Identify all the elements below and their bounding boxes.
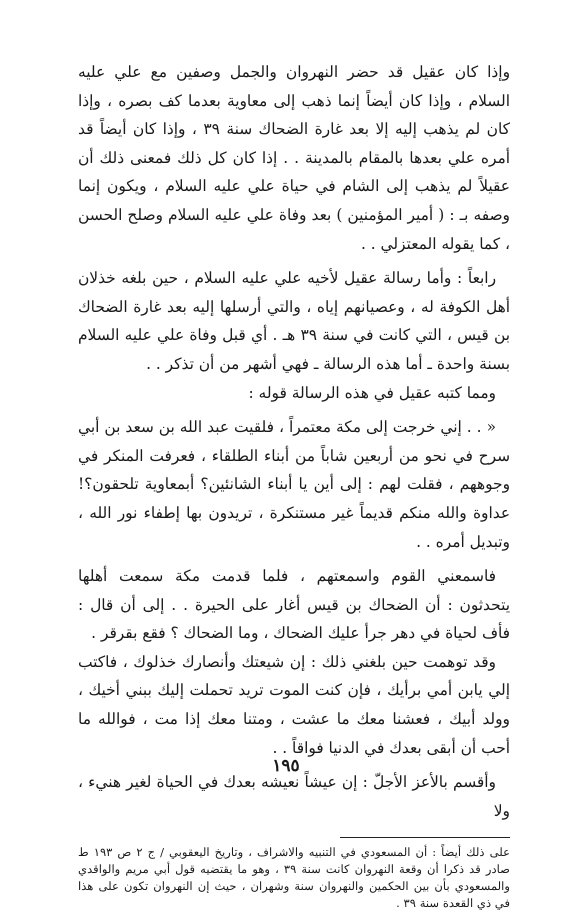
page-content xyxy=(78,58,510,924)
page-number: ١٩٥ xyxy=(272,756,300,776)
quoted-letter-paragraph-1: « . . إني خرجت إلى مكة معتمراً ، فلقيت عبد الله بن سعد بن أبي سرح في نحو من أربعين شاباً من أبناء الطلقاء ، فعرفت المنكر في وجوههم ، فقلت لهم : إلى أين يا أبناء الشانئين؟ أبمعاوية تلحقون؟! عداوة والله منكم قديماً غير مستنكرة ، تريدون بها إطفاء نور الله ، وتبديل أمره . . xyxy=(78,418,510,551)
quoted-letter-paragraph-3: وقد توهمت حين بلغني ذلك : إن شيعتك وأنصارك خذلوك ، فاكتب إلي يابن أمي برأيك ، فإن كنت الموت تريد تحملت إليك ببني أخيك ، وولد أبيك ، فعشنا معك ما عشت ، ومتنا معك إذا مت ، فوالله ما أحب أن أبقى بعدك في الدنيا فواقاً . . xyxy=(78,652,510,757)
body-paragraph-3: ومما كتبه عقيل في هذه الرسالة قوله : xyxy=(248,383,496,402)
footnote-divider xyxy=(340,837,510,838)
body-paragraph-1: وإذا كان عقيل قد حضر النهروان والجمل وصفين مع علي عليه السلام ، وإذا كان أيضاً إنما ذهب إلى معاوية بعدما كف بصره ، وإذا كان لم يذهب إليه إلا بعد غارة الضحاك سنة ٣٩ ، وإذا كان أيضاً قد أمره علي بعدها بالمقام بالمدينة . . إذا كان كل ذلك فمعنى ذلك أن عقيلاً لم يذهب إلى الشام في حياة علي عليه السلام ، ويكون إنما وصفه بـ : ( أمير المؤمنين ) بعد وفاة علي عليه السلام وصلح الحسن ، كما يقوله المعتزلي . . xyxy=(78,63,510,253)
footnote-text: على ذلك أيضاً : أن المسعودي في التنبيه والاشراف ، وتاريخ اليعقوبي / ج ٢ ص ١٩٣ ط صادر قد ذكرا أن وقعة النهروان كانت سنة ٣٩ ، وهو ما يقتضيه قول أبي مريم والواقدي والمسعودي بأن بين الحكمين والنهروان سنة وشهران ، حيث إن النهروان تكون على هذا في ذي القعدة سنة ٣٩ . xyxy=(78,845,510,911)
quoted-letter-paragraph-4: وأقسم بالأعز الأجلّ : إن عيشاً نعيشه بعدك في الحياة لغير هنيء ، ولا xyxy=(78,773,510,820)
quoted-letter-paragraph-2: فاسمعني القوم واسمعتهم ، فلما قدمت مكة سمعت أهلها يتحدثون : أن الضحاك بن قيس أغار على الحيرة . . إلى أن قال : فأف لحياة في دهر جرأ عليك الضحاك ، وما الضحاك ؟ فقع بقرقر . xyxy=(78,567,510,643)
body-paragraph-2: رابعاً : وأما رسالة عقيل لأخيه علي عليه السلام ، حين بلغه خذلان أهل الكوفة له ، وعصيانهم إياه ، والتي أرسلها إليه بعد غارة الضحاك بن قيس ، التي كانت في سنة ٣٩ هـ . أي قبل وفاة علي عليه السلام بسنة واحدة ـ أما هذه الرسالة ـ فهي أشهر من أن تذكر . . xyxy=(78,269,510,373)
